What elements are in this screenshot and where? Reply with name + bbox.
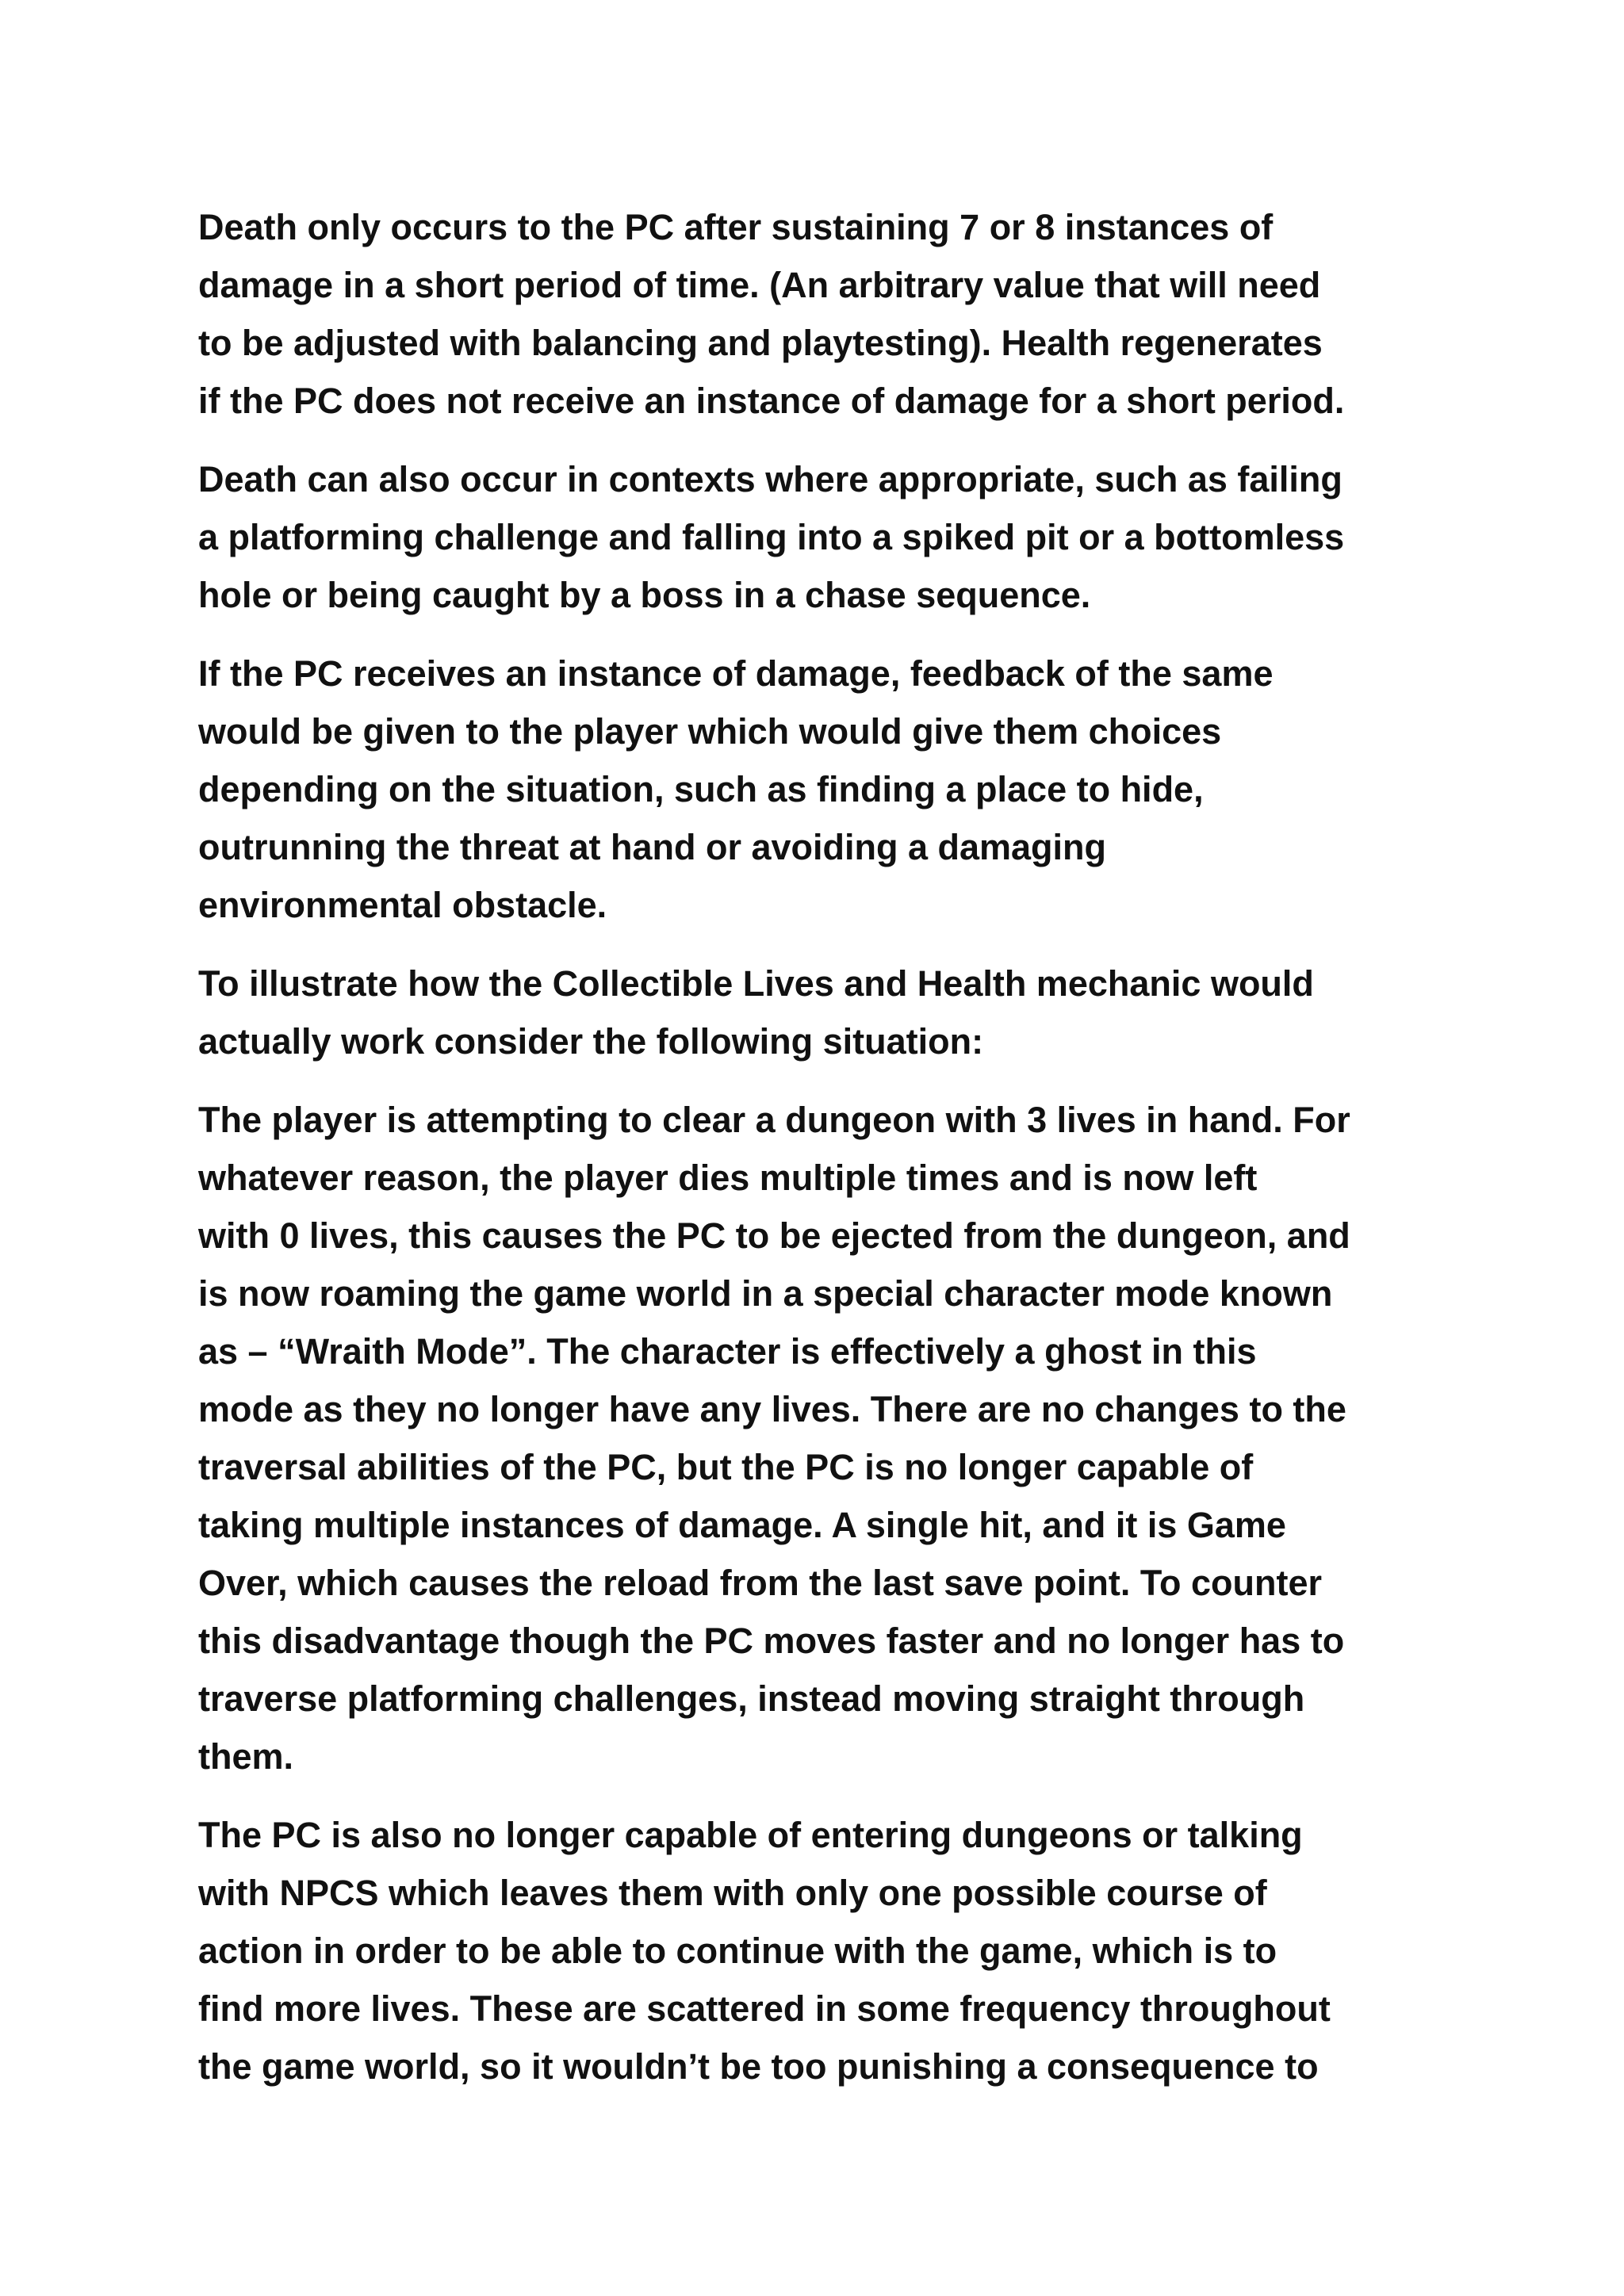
text-line: if the PC does not receive an instance of damage for a short period. — [198, 381, 1345, 421]
text-line: Death can also occur in contexts where appropriate, such as failing — [198, 459, 1342, 499]
paragraph-death-conditions — [198, 198, 1467, 430]
text-line: If the PC receives an instance of damage, feedback of the same — [198, 653, 1274, 694]
text-line: mode as they no longer have any lives. There are no changes to the — [198, 1389, 1346, 1429]
text-line: Over, which causes the reload from the last save point. To counter — [198, 1563, 1323, 1603]
text-line: the game world, so it wouldn’t be too punishing a consequence to — [198, 2046, 1319, 2087]
text-line: damage in a short period of time. (An arbitrary value that will need — [198, 265, 1321, 305]
text-line: find more lives. These are scattered in some frequency throughout — [198, 1988, 1331, 2029]
text-line: environmental obstacle. — [198, 885, 607, 925]
text-line: would be given to the player which would give them choices — [198, 711, 1222, 752]
paragraph-contextual-death — [198, 450, 1467, 624]
text-line: depending on the situation, such as finding a place to hide, — [198, 769, 1204, 809]
text-line: To illustrate how the Collectible Lives and Health mechanic would — [198, 963, 1314, 1004]
paragraph-finding-lives — [198, 1806, 1467, 2095]
text-line: this disadvantage though the PC moves faster and no longer has to — [198, 1621, 1345, 1661]
paragraph-damage-feedback — [198, 645, 1467, 934]
paragraph-illustration-intro — [198, 955, 1467, 1070]
text-line: as – “Wraith Mode”. The character is effectively a ghost in this — [198, 1331, 1257, 1372]
text-line: actually work consider the following situation: — [198, 1021, 984, 1062]
text-line: outrunning the threat at hand or avoiding a damaging — [198, 827, 1107, 867]
text-line: taking multiple instances of damage. A single hit, and it is Game — [198, 1505, 1286, 1545]
text-line: with 0 lives, this causes the PC to be ejected from the dungeon, and — [198, 1215, 1350, 1256]
text-line: The player is attempting to clear a dungeon with 3 lives in hand. For — [198, 1100, 1350, 1140]
text-line: traverse platforming challenges, instead moving straight through — [198, 1678, 1305, 1719]
text-line: The PC is also no longer capable of entering dungeons or talking — [198, 1815, 1303, 1855]
text-line: action in order to be able to continue with the game, which is to — [198, 1931, 1277, 1971]
text-line: hole or being caught by a boss in a chase sequence. — [198, 575, 1091, 615]
text-line: to be adjusted with balancing and playtesting). Health regenerates — [198, 323, 1323, 363]
text-line: traversal abilities of the PC, but the PC is no longer capable of — [198, 1447, 1254, 1487]
paragraph-wraith-mode — [198, 1091, 1467, 1785]
text-line: a platforming challenge and falling into a spiked pit or a bottomless — [198, 517, 1345, 557]
document-body — [198, 198, 1467, 2116]
text-line: is now roaming the game world in a special character mode known — [198, 1273, 1333, 1314]
text-line: them. — [198, 1736, 294, 1777]
text-line: Death only occurs to the PC after sustaining 7 or 8 instances of — [198, 207, 1274, 247]
text-line: with NPCS which leaves them with only one possible course of — [198, 1873, 1267, 1913]
text-line: whatever reason, the player dies multiple times and is now left — [198, 1158, 1258, 1198]
